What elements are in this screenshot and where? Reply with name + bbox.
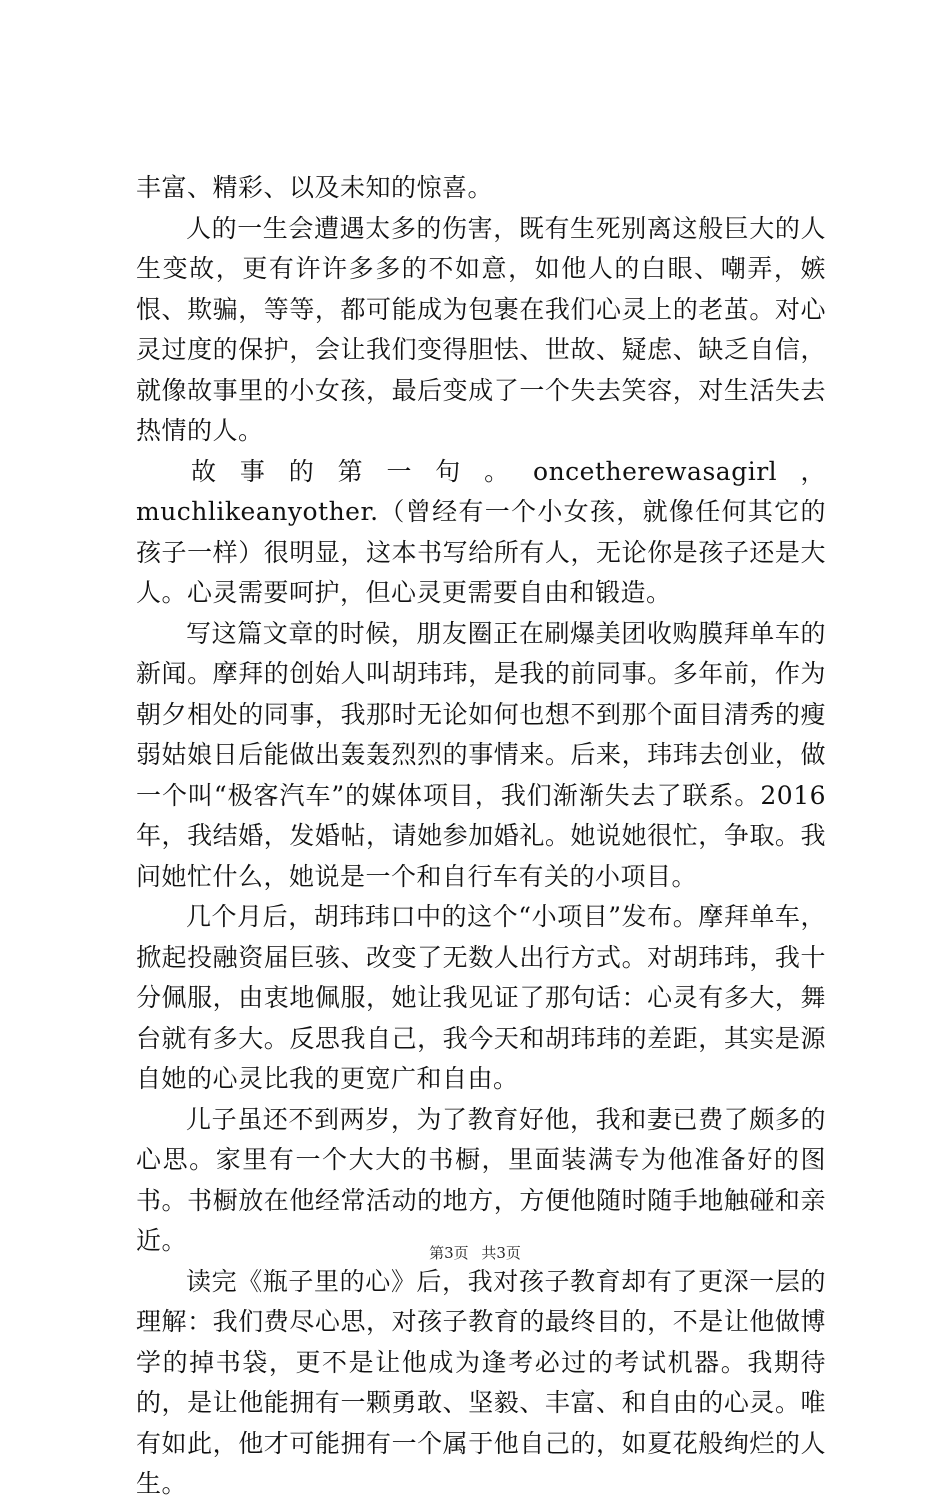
paragraph: 几个月后，胡玮玮口中的这个“小项目”发布。摩拜单车，掀起投融资届巨骇、改变了无数人出行方式。对胡玮玮，我十分佩服，由衷地佩服，她让我见证了那句话：心灵有多大，舞台就有多大。反思我自己，我今天和胡玮玮的差距，其实是源自她的心灵比我的更宽广和自由。 — [136, 902, 826, 1093]
paragraph: 读完《瓶子里的心》后，我对孩子教育却有了更深一层的理解：我们费尽心思，对孩子教育的最终目的，不是让他做博学的掉书袋，更不是让他成为逢考必过的考试机器。我期待的，是让他能拥有一颗勇敢、坚毅、丰富、和自由的心灵。唯有如此，他才可能拥有一个属于他自己的，如夏花般绚烂的人生。 — [136, 1266, 826, 1498]
document-body — [136, 168, 826, 1505]
page-total: 共3页 — [481, 1244, 521, 1262]
paragraph: 故事的第一句。oncetherewasagirl，muchlikeanyother.（曾经有一个小女孩，就像任何其它的孩子一样）很明显，这本书写给所有人，无论你是孩子还是大人。心灵需要呵护，但心灵更需要自由和锻造。 — [136, 456, 826, 607]
page-footer — [0, 1242, 950, 1263]
page-number: 第3页 — [429, 1244, 469, 1262]
paragraph: 人的一生会遭遇太多的伤害，既有生死别离这般巨大的人生变故，更有许许多多的不如意，如他人的白眼、嘲弄，嫉恨、欺骗，等等，都可能成为包裹在我们心灵上的老茧。对心灵过度的保护，会让我们变得胆怯、世故、疑虑、缺乏自信，就像故事里的小女孩，最后变成了一个失去笑容，对生活失去热情的人。 — [136, 213, 826, 445]
paragraph: 写这篇文章的时候，朋友圈正在刷爆美团收购膜拜单车的新闻。摩拜的创始人叫胡玮玮，是我的前同事。多年前，作为朝夕相处的同事，我那时无论如何也想不到那个面目清秀的瘦弱姑娘日后能做出轰轰烈烈的事情来。后来，玮玮去创业，做一个叫“极客汽车”的媒体项目，我们渐渐失去了联系。2016年，我结婚，发婚帖，请她参加婚礼。她说她很忙，争取。我问她忙什么，她说是一个和自行车有关的小项目。 — [136, 618, 826, 891]
paragraph: 儿子虽还不到两岁，为了教育好他，我和妻已费了颇多的心思。家里有一个大大的书橱，里面装满专为他准备好的图书。书橱放在他经常活动的地方，方便他随时随手地触碰和亲近。 — [136, 1104, 826, 1255]
paragraph-continuation: 丰富、精彩、以及未知的惊喜。 — [136, 173, 494, 202]
